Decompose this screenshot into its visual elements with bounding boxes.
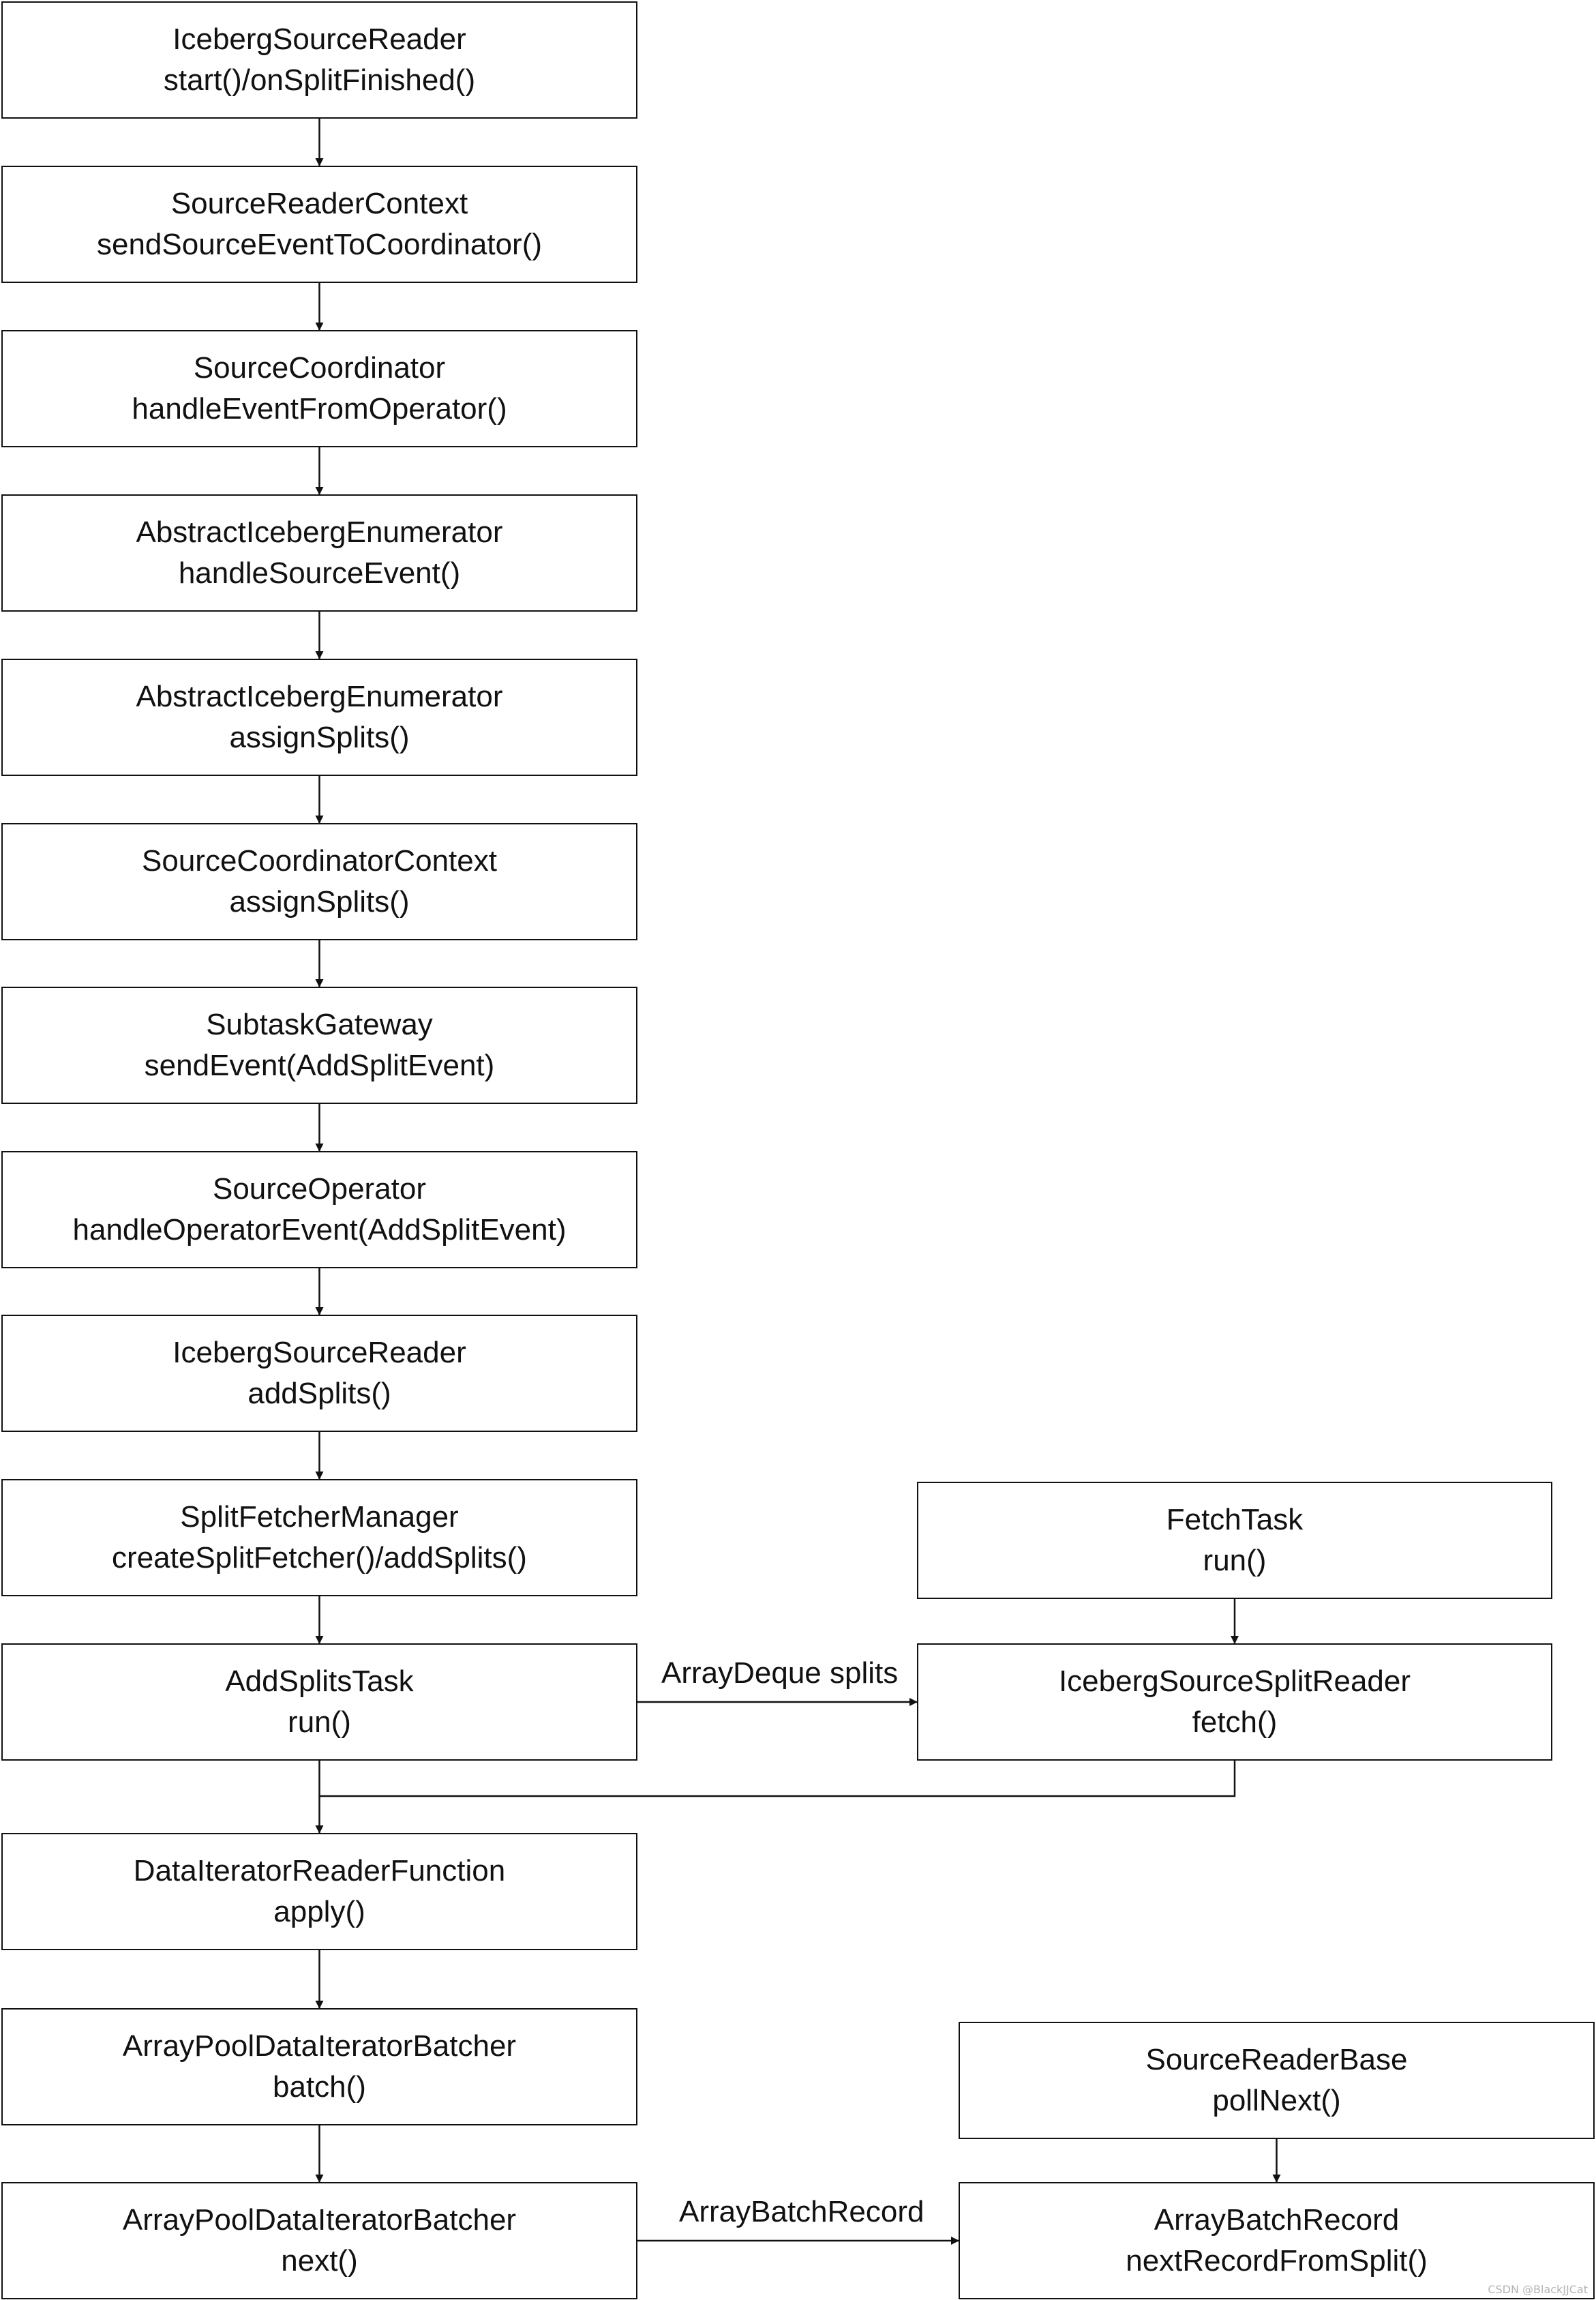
node-class-label: ArrayPoolDataIteratorBatcher: [122, 2203, 517, 2237]
node-abstract-iceberg-enumerator-handle: [1, 494, 637, 612]
node-method-label: assignSplits(): [229, 721, 410, 754]
node-iceberg-source-split-reader: [917, 1643, 1552, 1761]
node-class-label: SourceReaderContext: [170, 187, 468, 220]
node-method-label: handleOperatorEvent(AddSplitEvent): [72, 1213, 567, 1246]
node-array-pool-batcher-batch: [1, 2008, 637, 2125]
node-add-splits-task: [1, 1643, 637, 1761]
node-class-label: AddSplitsTask: [225, 1664, 414, 1698]
node-method-label: fetch(): [1192, 1705, 1278, 1739]
node-class-label: SourceCoordinatorContext: [142, 844, 497, 878]
node-class-label: IcebergSourceSplitReader: [1058, 1664, 1411, 1698]
node-class-label: SourceReaderBase: [1145, 2043, 1408, 2076]
node-source-operator: [1, 1151, 637, 1268]
node-fetch-task: [917, 1482, 1552, 1599]
node-method-label: addSplits(): [247, 1377, 391, 1410]
node-method-label: next(): [281, 2244, 358, 2277]
node-class-label: IcebergSourceReader: [172, 1336, 466, 1369]
connector-n16-n12: [320, 1761, 1235, 1796]
node-source-coordinator: [1, 330, 637, 447]
node-class-label: AbstractIcebergEnumerator: [136, 680, 503, 713]
node-method-label: handleSourceEvent(): [178, 556, 461, 590]
node-split-fetcher-manager: [1, 1479, 637, 1596]
node-method-label: run(): [1203, 1544, 1267, 1577]
node-class-label: SplitFetcherManager: [180, 1500, 459, 1534]
node-array-batch-record: [959, 2182, 1595, 2299]
node-source-reader-context: [1, 166, 637, 283]
node-class-label: SourceOperator: [212, 1172, 427, 1206]
node-subtask-gateway: [1, 987, 637, 1104]
node-array-pool-batcher-next: [1, 2182, 637, 2299]
node-method-label: sendSourceEventToCoordinator(): [96, 228, 543, 261]
edge-label-array-deque-splits: ArrayDeque splits: [661, 1656, 899, 1690]
node-class-label: SubtaskGateway: [206, 1008, 433, 1041]
node-method-label: run(): [288, 1705, 351, 1739]
edge-label-array-batch-record: ArrayBatchRecord: [679, 2195, 924, 2228]
node-method-label: batch(): [273, 2070, 366, 2104]
node-class-label: SourceCoordinator: [193, 351, 446, 385]
node-method-label: sendEvent(AddSplitEvent): [144, 1049, 495, 1082]
node-method-label: assignSplits(): [229, 885, 410, 918]
watermark: CSDN @BlackJJCat: [1488, 2283, 1588, 2296]
node-class-label: FetchTask: [1166, 1503, 1304, 1536]
node-source-reader-base: [959, 2022, 1595, 2139]
node-method-label: pollNext(): [1212, 2084, 1341, 2117]
node-class-label: IcebergSourceReader: [172, 23, 466, 56]
node-data-iterator-reader-function: [1, 1833, 637, 1950]
node-class-label: ArrayBatchRecord: [1154, 2203, 1400, 2237]
node-method-label: nextRecordFromSplit(): [1126, 2244, 1428, 2277]
node-iceberg-source-reader-add-splits: [1, 1315, 637, 1432]
node-method-label: createSplitFetcher()/addSplits(): [112, 1541, 527, 1574]
node-iceberg-source-reader-start: [1, 1, 637, 119]
node-method-label: apply(): [273, 1895, 365, 1928]
node-class-label: DataIteratorReaderFunction: [133, 1854, 506, 1887]
node-source-coordinator-context: [1, 823, 637, 940]
node-class-label: ArrayPoolDataIteratorBatcher: [122, 2029, 517, 2063]
node-abstract-iceberg-enumerator-assign: [1, 659, 637, 776]
node-method-label: start()/onSplitFinished(): [163, 63, 476, 97]
node-class-label: AbstractIcebergEnumerator: [136, 516, 503, 549]
node-method-label: handleEventFromOperator(): [132, 392, 507, 425]
